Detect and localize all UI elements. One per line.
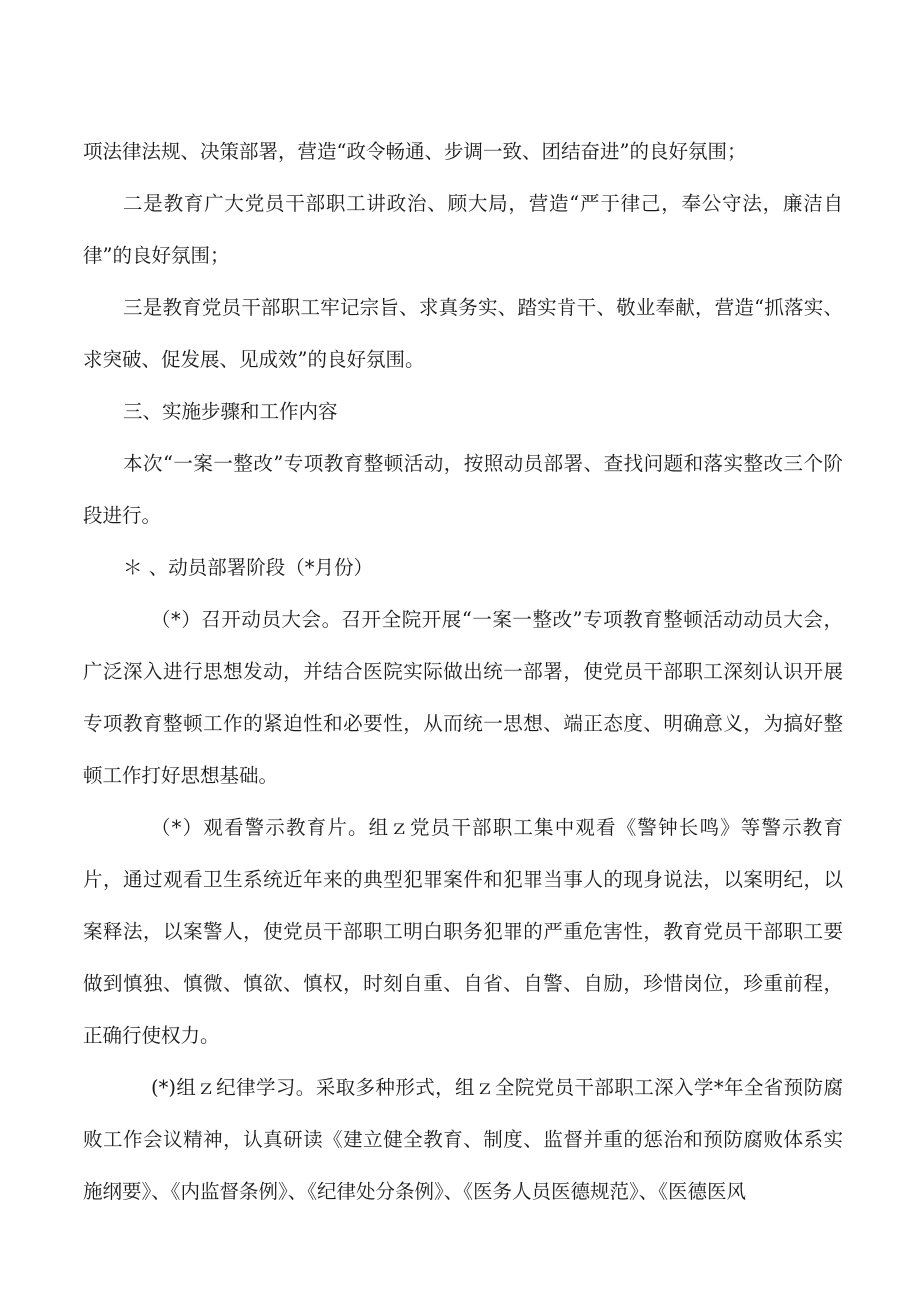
subsection-heading: ＊ 、动员部署阶段（*月份）: [123, 556, 373, 579]
paragraph-item-warning-film: （*）观看警示教育片。组ｚ党员干部职工集中观看《警钟长鸣》等警示教育片，通过观看卫生系统近年来的典型犯罪案件和犯罪当事人的现身说法，以案明纪，以案释法，以案警人，使党员干部职工明白职务犯罪的严重危害性，教育党员干部职工要做到慎独、慎微、慎欲、慎权，时刻自重、自省、自警、自励，珍惜岗位，珍重前程，正确行使权力。: [83, 816, 843, 1047]
paragraph-point-two: 二是教育广大党员干部职工讲政治、顾大局，营造“严于律己，奉公守法，廉洁自律”的良好氛围；: [83, 192, 843, 267]
paragraph-item-mobilization: （*）召开动员大会。召开全院开展“一案一整改”专项教育整顿活动动员大会，广泛深入进行思想发动，并结合医院实际做出统一部署，使党员干部职工深刻认识开展专项教育整顿工作的紧迫性和必要性，从而统一思想、端正态度、明确意义，为搞好整顿工作打好思想基础。: [83, 608, 843, 787]
paragraph-intro: 本次“一案一整改”专项教育整顿活动，按照动员部署、查找问题和落实整改三个阶段进行。: [83, 452, 843, 527]
section-heading: 三、实施步骤和工作内容: [123, 400, 338, 423]
paragraph-continuation: 项法律法规、决策部署，营造“政令畅通、步调一致、团结奋进”的良好氛围；: [83, 140, 747, 163]
document-body: [83, 126, 843, 1218]
paragraph-item-discipline-study: (*)组ｚ纪律学习。采取多种形式，组ｚ全院党员干部职工深入学*年全省预防腐败工作会议精神，认真研读《建立健全教育、制度、监督并重的惩治和预防腐败体系实施纲要》、《内监督条例》、《纪律处分条例》、《医务人员医德规范》、《医德医风: [83, 1076, 843, 1203]
paragraph-point-three: 三是教育党员干部职工牢记宗旨、求真务实、踏实肯干、敬业奉献，营造“抓落实、求突破、促发展、见成效”的良好氛围。: [83, 296, 843, 371]
